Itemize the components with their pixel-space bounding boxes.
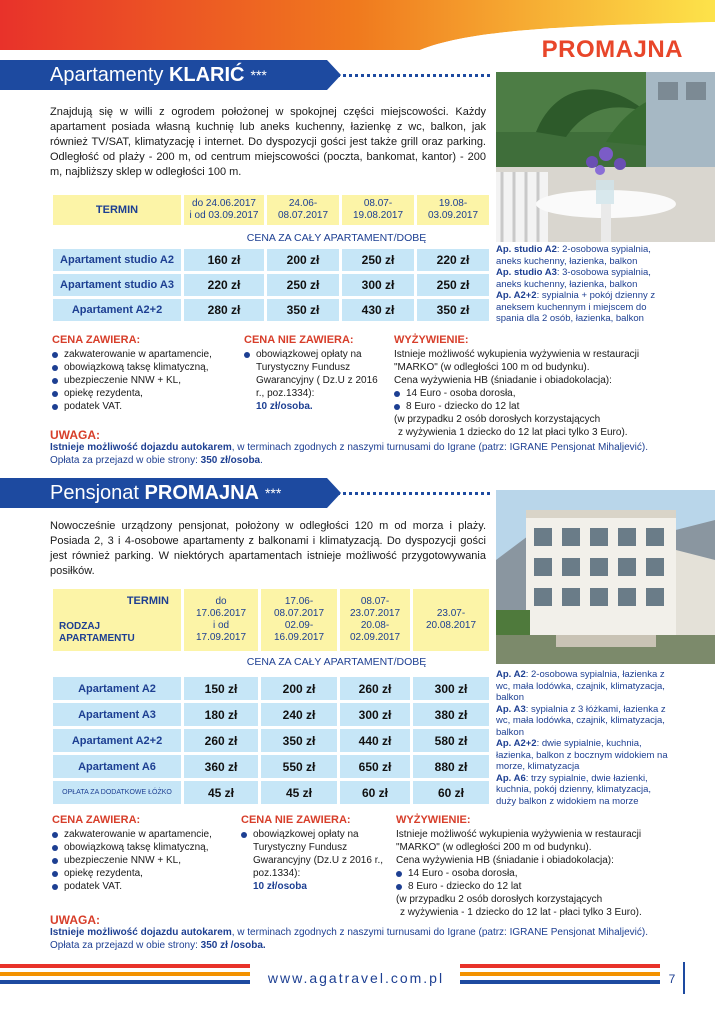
s1-price-cell: 350 zł	[266, 298, 340, 322]
s1-price-cell: 350 zł	[416, 298, 490, 322]
s2-excludes-title: CENA NIE ZAWIERA:	[241, 814, 351, 826]
list-item: obowiązkową taksę klimatyczną,	[52, 841, 237, 854]
s1-term-2: 24.06- 08.07.2017	[266, 194, 340, 226]
s2-price-cell: 300 zł	[412, 676, 490, 701]
list-item: 14 Euro - osoba dorosła,	[396, 867, 676, 880]
section2-title: Pensjonat PROMAJNA ***	[50, 482, 282, 504]
s1-food-note: (w przypadku 2 osób dorosłych korzystających z wyżywienia 1 dziecko do 12 lat płaci tylko 3 Euro).	[394, 414, 628, 438]
s2-term-4: 23.07- 20.08.2017	[412, 588, 490, 652]
list-item: zakwaterowanie w apartamencie,	[52, 348, 237, 361]
s2-includes-title: CENA ZAWIERA:	[52, 814, 141, 826]
s2-row-label: Apartament A2	[52, 676, 182, 701]
s1-termin-header: TERMIN	[52, 194, 182, 226]
s2-uwaga-title: UWAGA:	[50, 913, 100, 927]
s2-side-notes: Ap. A2: 2-osobowa sypialnia, łazienka z wc, mała lodówka, czajnik, klimatyzacja, balkon Ap. A3: sypialnia z 3 łóżkami, łazienka z wc, mała lodówka, czajnik, klimatyzacja, balkon Ap. A2+2: dwie sypialnie, kuchnia, łazienka, balkon z bocznym widokiem na morze, klimatyzacja Ap. A6: trzy sypialnie, dwie łazienki, kuchnia, pokój dzienny, klimatyzacja, duży balkon z widokiem na morze	[496, 669, 668, 807]
s2-row-label: Apartament A3	[52, 702, 182, 727]
s1-row-label: Apartament studio A3	[52, 273, 182, 297]
s1-includes-list	[52, 348, 237, 413]
s2-food-list	[396, 867, 676, 893]
list-item: ubezpieczenie NNW + KL,	[52, 854, 237, 867]
s2-price-cell: 200 zł	[260, 676, 338, 701]
s2-price-cell: 380 zł	[412, 702, 490, 727]
s2-row-label: OPŁATA ZA DODATKOWE ŁÓŻKO	[52, 780, 182, 805]
s1-excludes-title: CENA NIE ZAWIERA:	[244, 334, 354, 346]
s2-price-cell: 260 zł	[183, 728, 259, 753]
s2-price-cell: 45 zł	[183, 780, 259, 805]
s1-price-cell: 430 zł	[341, 298, 415, 322]
s2-price-cell: 150 zł	[183, 676, 259, 701]
s2-row-label: Apartament A6	[52, 754, 182, 779]
s2-termin-header: TERMIN RODZAJ APARTAMENTU	[52, 588, 182, 652]
page-number: 7	[668, 972, 676, 986]
list-item: opiekę rezydenta,	[52, 867, 237, 880]
s2-price-caption: CENA ZA CAŁY APARTAMENT/DOBĘ	[246, 656, 427, 668]
s1-price-caption: CENA ZA CAŁY APARTAMENT/DOBĘ	[246, 232, 427, 244]
s2-uwaga-note: Istnieje możliwość dojazdu autokarem, w terminach zgodnych z naszymi turnusami do Igrane (patrz: IGRANE Pensjonat Mihaljević). Opłata za przejazd w obie strony: 350 zł /osoba.	[50, 927, 648, 951]
s1-price-cell: 250 zł	[266, 273, 340, 297]
s1-price-cell: 160 zł	[183, 248, 265, 272]
footer-url[interactable]: www.agatravel.com.pl	[267, 970, 445, 986]
list-item: 14 Euro - osoba dorosła,	[394, 387, 674, 400]
section1-dotted-line	[330, 74, 490, 77]
s2-price-cell: 360 zł	[183, 754, 259, 779]
footer-divider	[683, 962, 685, 994]
s2-row-label: Apartament A2+2	[52, 728, 182, 753]
s2-food-title: WYŻYWIENIE:	[396, 814, 471, 826]
s2-price-cell: 650 zł	[339, 754, 411, 779]
s1-price-cell: 280 zł	[183, 298, 265, 322]
s1-includes-title: CENA ZAWIERA:	[52, 334, 141, 346]
list-item: 8 Euro - dziecko do 12 lat	[394, 400, 674, 413]
s2-price-cell: 240 zł	[260, 702, 338, 727]
s1-row-label: Apartament studio A2	[52, 248, 182, 272]
s2-price-cell: 60 zł	[339, 780, 411, 805]
s2-price-cell: 880 zł	[412, 754, 490, 779]
s1-price-cell: 220 zł	[416, 248, 490, 272]
pension-building-photo	[496, 490, 715, 664]
s1-price-cell: 220 zł	[183, 273, 265, 297]
s1-row-label: Apartament A2+2	[52, 298, 182, 322]
s1-price-cell: 250 zł	[341, 248, 415, 272]
s2-term-1: do 17.06.2017 i od 17.09.2017	[183, 588, 259, 652]
section2-description: Nowocześnie urządzony pensjonat, położony w odległości 120 m od morza i plaży. Posiada 2, 3 i 4-osobowe apartamenty z balkonami i klimatyzacją. Do dyspozycji gości jest również parking. W niektórych apartamentach istnieje możliwość przygotowywania posiłków.	[50, 520, 486, 577]
list-item: podatek VAT.	[52, 880, 237, 893]
s1-food-list	[394, 387, 674, 413]
s1-price-cell: 250 zł	[416, 273, 490, 297]
page-title: PROMAJNA	[541, 36, 683, 63]
s1-price-cell: 200 zł	[266, 248, 340, 272]
s1-term-1: do 24.06.2017 i od 03.09.2017	[183, 194, 265, 226]
list-item: opiekę rezydenta,	[52, 387, 237, 400]
s2-term-2: 17.06- 08.07.2017 02.09- 16.09.2017	[260, 588, 338, 652]
s1-price-cell: 300 zł	[341, 273, 415, 297]
s2-price-cell: 180 zł	[183, 702, 259, 727]
s1-uwaga-title: UWAGA:	[50, 428, 100, 442]
list-item: zakwaterowanie w apartamencie,	[52, 828, 237, 841]
list-item: podatek VAT.	[52, 400, 237, 413]
s2-price-cell: 60 zł	[412, 780, 490, 805]
s2-excludes-list	[241, 828, 386, 893]
list-item: obowiązkową taksę klimatyczną,	[52, 361, 237, 374]
s2-price-cell: 300 zł	[339, 702, 411, 727]
s2-price-cell: 440 zł	[339, 728, 411, 753]
list-item: obowiązkowej opłaty na Turystyczny Fundusz Gwarancyjny (Dz.U z 2016 r., poz.1334): 10 zł/osoba	[241, 828, 386, 893]
section1-title: Apartamenty KLARIĆ ***	[50, 64, 267, 86]
s1-food-title: WYŻYWIENIE:	[394, 334, 469, 346]
s2-price-cell: 260 zł	[339, 676, 411, 701]
s1-side-notes: Ap. studio A2: 2-osobowa sypialnia, aneks kuchenny, łazienka, balkon Ap. studio A3: 3-osobowa sypialnia, aneks kuchenny, łazienka, balkon Ap. A2+2: sypialnia + pokój dzienny z aneksem kuchennym i miejscem do spania dla 2 osób, łazienka, balkon	[496, 244, 656, 324]
s2-includes-list	[52, 828, 237, 893]
s1-food-info: Istnieje możliwość wykupienia wyżywienia w restauracji "MARKO" (w odległości 100 m od budynku). Cena wyżywienia HB (śniadanie i obiadokolacja):	[394, 349, 640, 386]
list-item: 8 Euro - dziecko do 12 lat	[396, 880, 676, 893]
s1-term-4: 19.08- 03.09.2017	[416, 194, 490, 226]
list-item: obowiązkowej opłaty na Turystyczny Fundusz Gwarancyjny ( Dz.U z 2016 r., poz.1334): 10 zł/osoba.	[244, 348, 379, 413]
section1-description: Znajdują się w willi z ogrodem położonej w spokojnej części miejscowości. Każdy apartament posiada własną kuchnię lub aneks kuchenny, łazienkę z wc, balkon, jak również TV/SAT, klimatyzację i internet. Do dyspozycji gości jest także grill oraz parking. Odległość od plaży - 200 m, od centrum miejscowości (poczta, bankomat, kantor) - 200 m, najbliższy sklep w odległości 100 m.	[50, 106, 486, 178]
apartment-balcony-photo	[496, 72, 715, 242]
s2-food-info: Istnieje możliwość wykupienia wyżywienia w restauracji "MARKO" (w odległości 200 m od budynku). Cena wyżywienia HB (śniadanie i obiadokolacja):	[396, 829, 642, 866]
s2-price-cell: 45 zł	[260, 780, 338, 805]
list-item: ubezpieczenie NNW + KL,	[52, 374, 237, 387]
s1-uwaga-note: Istnieje możliwość dojazdu autokarem, w terminach zgodnych z naszymi turnusami do Igrane (patrz: IGRANE Pensjonat Mihaljević). Opłata za przejazd w obie strony: 350 zł/osoba.	[50, 442, 648, 466]
s2-price-cell: 580 zł	[412, 728, 490, 753]
s1-excludes-list	[244, 348, 379, 413]
s2-price-cell: 350 zł	[260, 728, 338, 753]
s1-term-3: 08.07- 19.08.2017	[341, 194, 415, 226]
s2-price-cell: 550 zł	[260, 754, 338, 779]
s2-term-3: 08.07- 23.07.2017 20.08- 02.09.2017	[339, 588, 411, 652]
s2-food-note: (w przypadku 2 osób dorosłych korzystających z wyżywienia - 1 dziecko do 12 lat - płaci tylko 3 Euro).	[396, 894, 642, 918]
section2-dotted-line	[330, 492, 490, 495]
